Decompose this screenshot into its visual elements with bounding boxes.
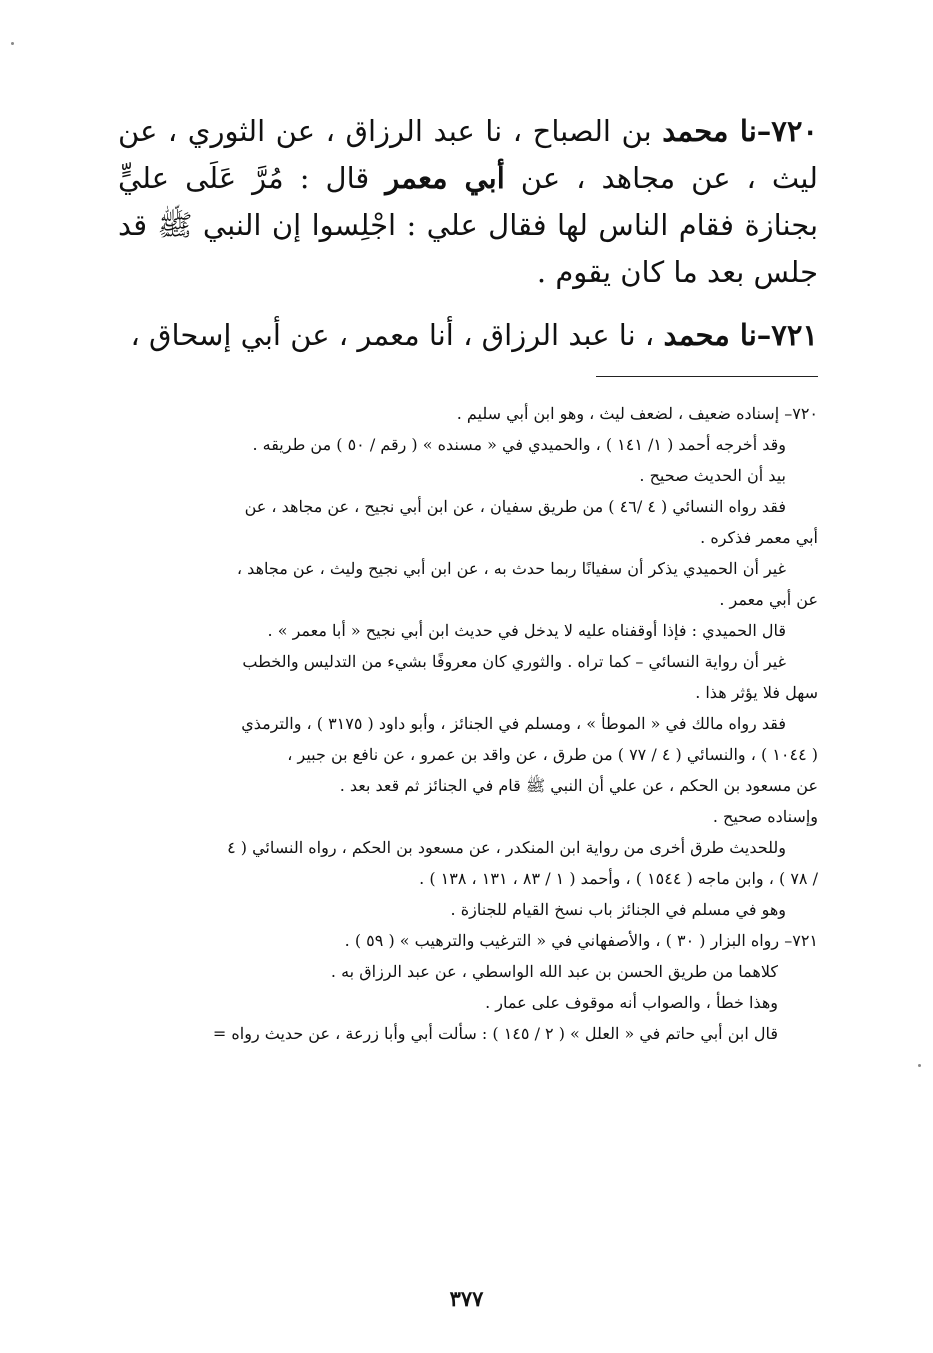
footnote-line: عن أبي معمر .	[719, 590, 818, 609]
footnote-line: بيد أن الحديث صحيح .	[639, 466, 786, 485]
footnote-line: ٧٢١– رواه البزار ( ٣٠ ) ، والأصفهاني في « الترغيب والترهيب » ( ٥٩ ) .	[344, 931, 818, 950]
footnote-line: عن مسعود بن الحكم ، عن علي أن النبي ﷺ قام في الجنائز ثم قعد بعد .	[339, 776, 818, 795]
footnote-line: وإسناده صحيح .	[712, 807, 818, 826]
main-text	[118, 108, 818, 359]
footnote-line: غير أن الحميدي يذكر أن سفيانًا ربما حدث به ، عن ابن أبي نجيح وليث ، عن مجاهد ،	[236, 559, 786, 578]
footnote-line: فقد رواه مالك في « الموطأ » ، ومسلم في الجنائز ، وأبو داود ( ٣١٧٥ ) ، والترمذي	[241, 714, 786, 733]
narrator-name: أبي معمر	[385, 161, 505, 195]
narration-start: نا محمد	[662, 114, 757, 148]
footnote-line: وهو في مسلم في الجنائز باب نسخ القيام للجنازة .	[450, 900, 786, 919]
footnote-line: أبي معمر فذكره .	[700, 528, 818, 547]
narration-start: نا محمد	[663, 318, 757, 352]
text-segment: ، نا عبد الرزاق ، أنا معمر ، عن أبي إسحاق ،	[130, 318, 664, 352]
footnote-line: غير أن رواية النسائي – كما تراه . والثوري كان معروفًا بشيء من التدليس والخطب	[242, 652, 786, 671]
footnotes	[118, 398, 818, 1049]
text-segment: قال : مُرَّ عَلَى عليٍّ بجنازة فقام	[118, 161, 819, 242]
footnote-line: فقد رواه النسائي ( ٤ /٤٦ ) من طريق سفيان ، عن ابن أبي نجيح ، عن مجاهد ، عن	[244, 497, 786, 516]
text-segment: بن الصباح ، نا عبد الرزاق ، عن الثوري ، عن	[118, 114, 663, 148]
text-segment: الناس لها فقال علي : اجْلِسوا إن النبي ﷺ قد جلس بعد ما كان	[118, 208, 818, 289]
footnote-line: وقد أخرجه أحمد ( ١/ ١٤١ ) ، والحميدي في « مسنده » ( رقم / ٥٠ ) من طريقه .	[252, 435, 786, 454]
hadith-720	[118, 108, 818, 296]
text-segment: يقوم .	[536, 255, 612, 289]
scan-speck	[918, 1064, 921, 1067]
page-number: ٣٧٧	[449, 1286, 484, 1311]
footnote-divider	[596, 376, 818, 377]
text-segment: ليث ، عن مجاهد ، عن	[504, 161, 818, 195]
hadith-number: ٧٢١–	[756, 318, 818, 352]
footnote-line: كلاهما من طريق الحسن بن عبد الله الواسطي ، عن عبد الرزاق به .	[330, 962, 778, 981]
footnote-line: ( ١٠٤٤ ) ، والنسائي ( ٤ / ٧٧ ) من طرق ، عن واقد بن عمرو ، عن نافع بن جبير ،	[287, 745, 818, 764]
footnote-line: قال ابن أبي حاتم في « العلل » ( ٢ / ١٤٥ ) : سألت أبي وأبا زرعة ، عن حديث رواه =	[212, 1024, 778, 1043]
scan-speck	[11, 42, 14, 45]
footnote-line: قال الحميدي : فإذا أوقفناه عليه لا يدخل في حديث ابن أبي نجيح « أبا معمر » .	[267, 621, 786, 640]
footnote-line: سهل فلا يؤثر هذا .	[695, 683, 818, 702]
hadith-number: ٧٢٠–	[756, 114, 818, 148]
hadith-721	[118, 312, 818, 359]
footnote-line: / ٧٨ ) ، وابن ماجه ( ١٥٤٤ ) ، وأحمد ( ١ / ٨٣ ، ١٣١ ، ١٣٨ ) .	[419, 869, 818, 888]
footnote-line: وهذا خطأ ، والصواب أنه موقوف على عمار .	[485, 993, 778, 1012]
footnote-line: وللحديث طرق أخرى من رواية ابن المنكدر ، عن مسعود بن الحكم ، رواه النسائي ( ٤	[227, 838, 786, 857]
footnote-line: ٧٢٠– إسناده ضعيف ، لضعف ليث ، وهو ابن أبي سليم .	[456, 404, 818, 423]
